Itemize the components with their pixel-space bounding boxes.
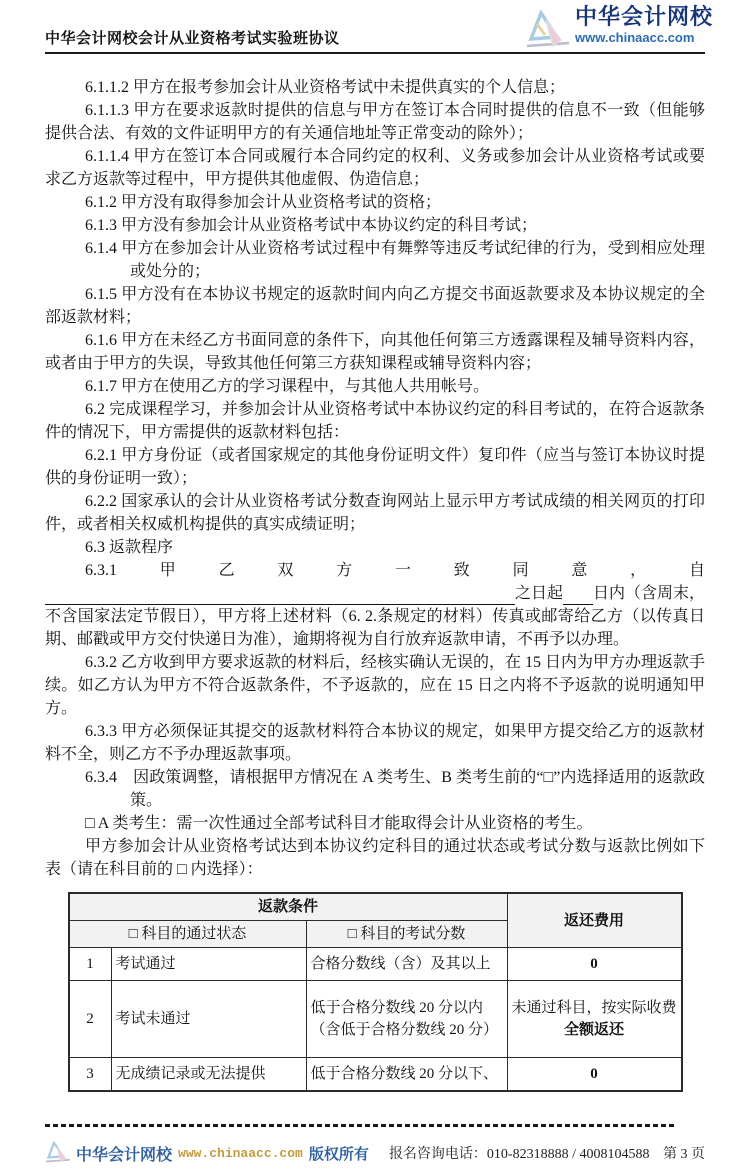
footer-contact-block: [389, 1143, 705, 1163]
chinaacc-logo: [525, 6, 713, 52]
clause-6-2-2: 6.2.2 国家承认的会计从业资格考试分数查询网站上显示甲方考试成绩的相关网页的打印件，或者相关权威机构提供的真实成绩证明；: [45, 493, 705, 533]
footer-phone-text: 报名咨询电话：010-82318888 / 4008104588: [388, 1147, 650, 1162]
logo-url-text: www.chinaacc.com: [574, 30, 695, 45]
spread-char: 同: [512, 562, 529, 579]
table-intro: 甲方参加会计从业资格考试达到本协议约定科目的通过状态或考试分数与返款比例如下表（请在科目前的 □ 内选择）：: [45, 838, 705, 878]
score-line-1: 合格分数线（含）及其以上: [310, 956, 491, 972]
row-number: 3: [69, 1058, 112, 1092]
row-number: 1: [69, 948, 112, 981]
spread-char: 乙: [218, 562, 235, 579]
header-pass-status: □ 科目的通过状态: [69, 921, 307, 948]
spread-char: 一: [394, 562, 411, 579]
chinaacc-logo-icon: [525, 10, 571, 52]
score-line-1: 低于合格分数线 20 分以内: [310, 1000, 484, 1016]
clause-6-2-1: 6.2.1 甲方身份证（或者国家规定的其他身份证明文件）复印件（应当与签订本协议时提供的身份证明一致）；: [45, 447, 705, 487]
clause-6-1-1-2: 6.1.1.2 甲方在报考参加会计从业资格考试中未提供真实的个人信息；: [85, 79, 566, 96]
document-title: 中华会计网校会计从业资格考试实验班协议: [45, 31, 340, 47]
row-score: [306, 1058, 507, 1092]
clause-6-3-1-agreement-line: [45, 559, 705, 582]
table-header-row-1: [69, 893, 682, 921]
blank-line-mid-text: 之日起: [514, 585, 563, 602]
clause-6-1-4: 6.1.4 甲方在参加会计从业资格考试过程中有舞弊等违反考试纪律的行为，受到相应处理或处分的；: [85, 240, 705, 280]
spread-char: 自: [688, 562, 705, 579]
date-blank-underline: [45, 586, 515, 605]
header-refund-conditions: 返款条件: [69, 893, 508, 921]
clause-6-1-1-4: 6.1.1.4 甲方在签订本合同或履行本合同约定的权利、义务或参加会计从业资格考试或要求乙方返款等过程中，甲方提供其他虚假、伪造信息；: [45, 148, 705, 188]
row-score: [306, 948, 507, 981]
clause-6-3-1-continuation: 不含国家法定节假日），甲方将上述材料（6. 2.条规定的材料）传真或邮寄给乙方（以传真日期、邮戳或甲方交付快递日为准），逾期将视为自行放弃返款申请，不再予以办理。: [45, 608, 705, 648]
clause-6-3-1-blank-line: [45, 582, 705, 605]
table-row: [69, 981, 682, 1058]
row-fee: [507, 981, 682, 1058]
row-status: 无成绩记录或无法提供: [111, 1058, 306, 1092]
spread-char: 甲: [159, 562, 176, 579]
score-line-2: （含低于合格分数线 20 分）: [310, 1022, 499, 1038]
candidate-type-a-checkbox-line: □ A 类考生：需一次性通过全部考试科目才能取得会计从业资格的考生。: [85, 815, 593, 832]
clause-6-1-6: 6.1.6 甲方在未经乙方书面同意的条件下，向其他任何第三方透露课程及辅导资料内容，或者由于甲方的失误，导致其他任何第三方获知课程或辅导资料内容；: [45, 332, 705, 372]
page-number: 第 3 页: [663, 1147, 705, 1162]
clause-6-1-2: 6.1.2 甲方没有取得参加会计从业资格考试的资格；: [85, 194, 442, 211]
clause-6-3-3: 6.3.3 甲方必须保证其提交的返款材料符合本协议的规定，如果甲方提交给乙方的返款材料不全，则乙方不予办理返款事项。: [45, 723, 705, 763]
clause-6-1-5: 6.1.5 甲方没有在本协议书规定的返款时间内向乙方提交书面返款要求及本协议规定的全部返款材料；: [45, 286, 705, 326]
clause-6-2: 6.2 完成课程学习，并参加会计从业资格考试中本协议约定的科目考试的，在符合返款条件的情况下，甲方需提供的返款材料包括：: [45, 401, 705, 441]
footer-url-text: www.chinaacc.com: [178, 1145, 303, 1161]
document-body: [45, 54, 705, 1092]
logo-brand-text: 中华会计网校: [574, 4, 713, 29]
row-status: 考试未通过: [111, 981, 306, 1058]
clause-6-1-1-3: 6.1.1.3 甲方在要求返款时提供的信息与甲方在签订本合同时提供的信息不一致（但能够提供合法、有效的文件证明甲方的有关通信地址等正常变动的除外）；: [45, 102, 705, 142]
header-exam-score: □ 科目的考试分数: [306, 921, 507, 948]
chinaacc-footer-logo-icon: [45, 1141, 71, 1165]
page-footer: [45, 1124, 705, 1165]
row-fee: [507, 948, 682, 981]
clause-6-1-3: 6.1.3 甲方没有参加会计从业资格考试中本协议约定的科目考试；: [85, 217, 538, 234]
row-fee: [507, 1058, 682, 1092]
refund-policy-table: [68, 892, 683, 1092]
days-blank-underline: [563, 586, 593, 605]
clause-6-1-7: 6.1.7 甲方在使用乙方的学习课程中，与其他人共用帐号。: [85, 378, 490, 395]
row-status: 考试通过: [111, 948, 306, 981]
footer-content: [45, 1141, 705, 1165]
spread-char: 致: [453, 562, 470, 579]
clause-number: 6.3.1: [85, 562, 117, 579]
table-row: [69, 1058, 682, 1092]
footer-brand-text: 中华会计网校: [76, 1146, 173, 1164]
fee-bold-text: 0: [590, 956, 598, 972]
footer-divider: [45, 1124, 677, 1127]
spread-char: 双: [277, 562, 294, 579]
fee-bold-text: 全额返还: [563, 1022, 624, 1038]
spread-char: ，: [630, 562, 647, 579]
row-number: 2: [69, 981, 112, 1058]
footer-brand-block: [45, 1141, 369, 1165]
spread-char: 方: [336, 562, 353, 579]
score-line-1: 低于合格分数线 20 分以下、: [310, 1066, 499, 1082]
page-header: [45, 0, 713, 54]
row-score: [306, 981, 507, 1058]
fee-text: 未通过科目，按实际收费: [511, 1000, 677, 1016]
logo-text-block: [575, 6, 713, 44]
spread-char: 意: [571, 562, 588, 579]
footer-copyright-text: 版权所有: [308, 1145, 369, 1163]
clause-6-3-4: 6.3.4 因政策调整，请根据甲方情况在 A 类考生、B 类考生前的“□”内选择适用的返款政策。: [85, 769, 705, 809]
table-row: [69, 948, 682, 981]
clause-6-3-2: 6.3.2 乙方收到甲方要求返款的材料后，经核实确认无误的，在 15 日内为甲方办理返款手续。如乙方认为甲方不符合返款条件，不予返款的，应在 15 日之内将不予返款的说明通知甲方。: [45, 654, 706, 717]
header-refund-fee: 返还费用: [507, 893, 682, 948]
clause-6-3: 6.3 返款程序: [85, 539, 174, 556]
fee-bold-text: 0: [590, 1066, 598, 1082]
blank-line-tail-text: 日内（含周末，: [592, 585, 705, 602]
